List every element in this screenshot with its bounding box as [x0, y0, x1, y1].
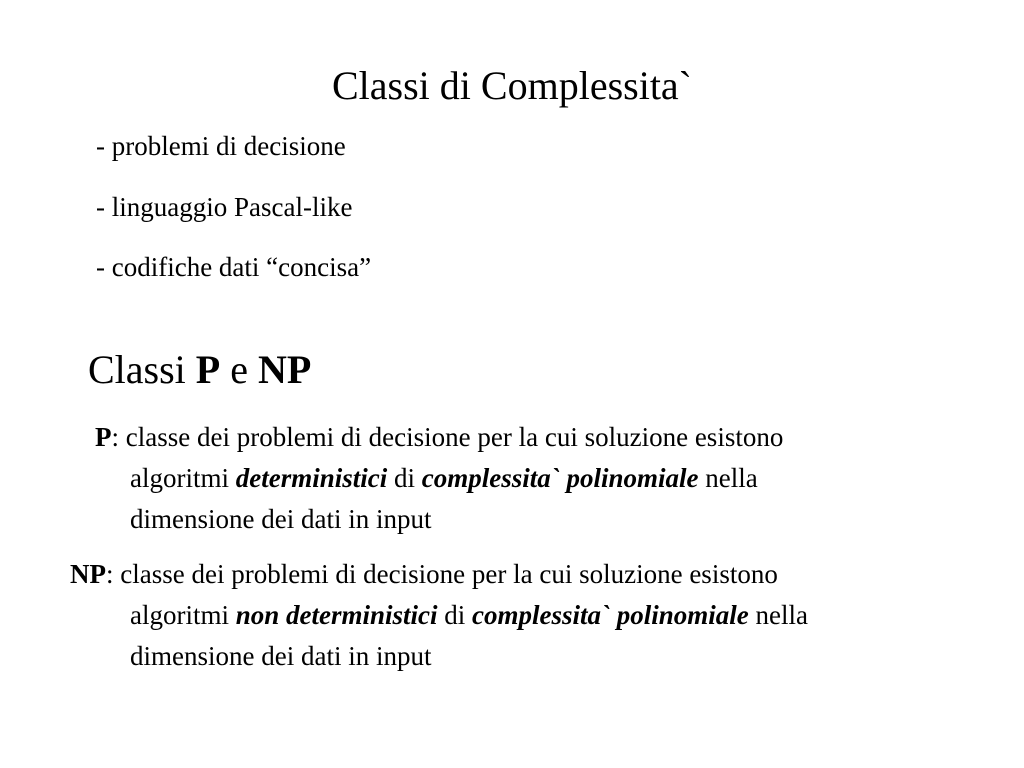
definition-text: algoritmi — [130, 600, 236, 630]
definition-line: dimensione dei dati in input — [130, 504, 432, 534]
bullet-item: - problemi di decisione — [96, 131, 346, 161]
heading-p: P — [195, 347, 221, 392]
definition-text: di — [387, 463, 422, 493]
definition-emphasis: complessita` polinomiale — [472, 600, 749, 630]
slide-title: Classi di Complessita` — [332, 63, 692, 108]
definition-emphasis: non deterministici — [235, 600, 438, 630]
definition-text: nella — [698, 463, 758, 493]
heading-middle: e — [220, 347, 258, 392]
definition-term: NP — [70, 559, 106, 589]
definition-text: algoritmi — [130, 463, 236, 493]
definition-line — [70, 554, 778, 595]
bullet-item: - codifiche dati “concisa” — [96, 252, 372, 282]
definition-emphasis: complessita` polinomiale — [421, 463, 699, 493]
definition-line: dimensione dei dati in input — [130, 641, 432, 671]
section-heading — [88, 346, 311, 394]
heading-prefix: Classi — [88, 347, 196, 392]
definition-text: nella — [748, 600, 809, 630]
definition-term: P — [95, 422, 112, 452]
definition-emphasis: deterministici — [235, 463, 388, 493]
definition-text: : classe dei problemi di decisione per la cui soluzione esistono — [106, 559, 778, 589]
heading-np: NP — [258, 347, 312, 392]
definition-text: di — [437, 600, 473, 630]
definition-line — [130, 595, 808, 636]
bullet-item: - linguaggio Pascal-like — [96, 192, 353, 222]
definition-line — [130, 458, 758, 499]
definition-text: : classe dei problemi di decisione per la cui soluzione esistono — [111, 422, 784, 452]
definition-line — [95, 417, 783, 458]
